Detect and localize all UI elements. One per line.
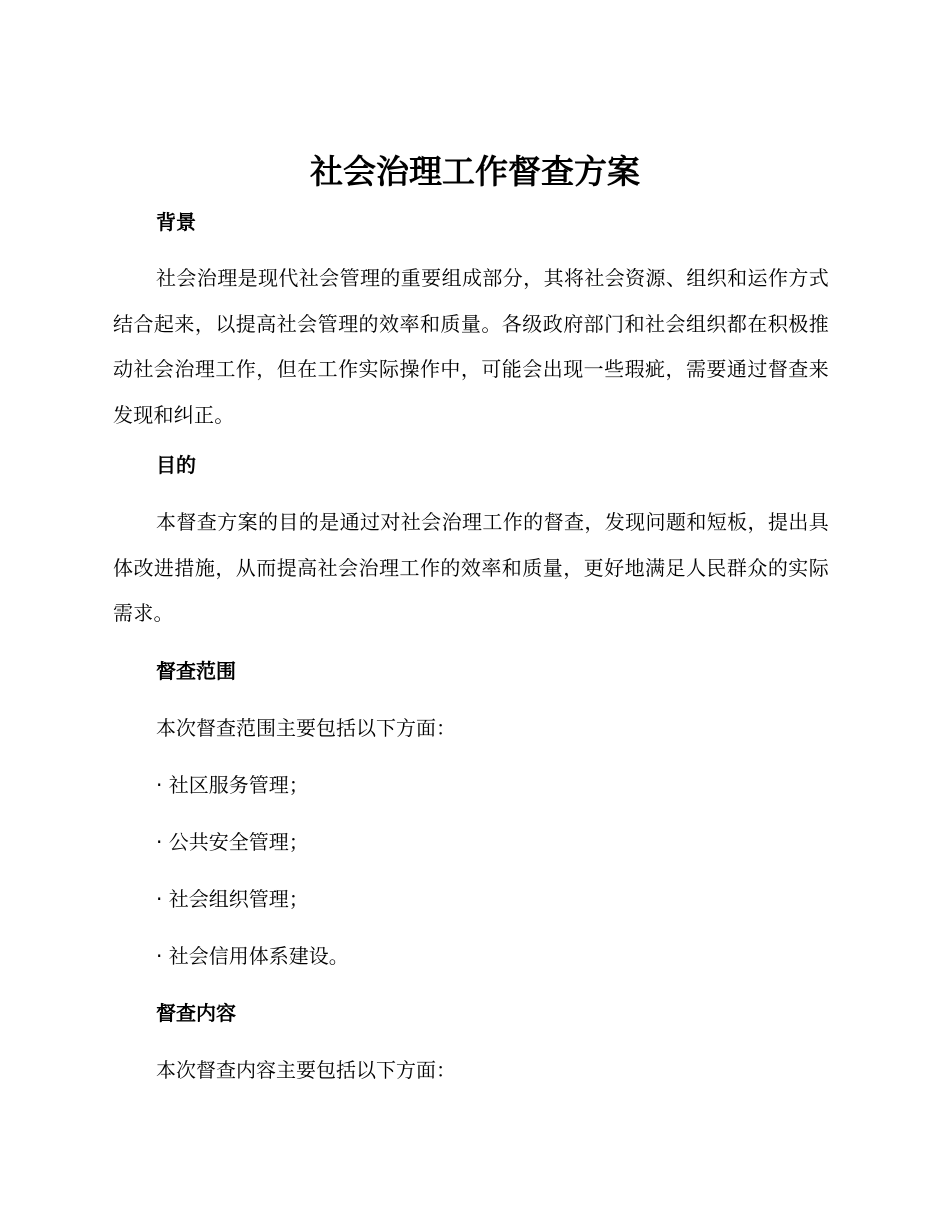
section-heading-purpose: 目的	[156, 453, 196, 477]
scope-list-item: · 公共安全管理；	[156, 829, 309, 854]
section-heading-content: 督查内容	[156, 1000, 236, 1025]
content-intro: 本次督查内容主要包括以下方面：	[156, 1057, 456, 1082]
purpose-paragraph: 本督查方案的目的是通过对社会治理工作的督查，发现问题和短板，提出具体改进措施，从而提高社会治理工作的效率和质量，更好地满足人民群众的实际需求。	[113, 510, 829, 625]
background-paragraph: 社会治理是现代社会管理的重要组成部分，其将社会资源、组织和运作方式结合起来，以提高社会管理的效率和质量。各级政府部门和社会组织都在积极推动社会治理工作，但在工作实际操作中，可能会出现一些瑕疵，需要通过督查来发现和纠正。	[113, 266, 829, 427]
document-title: 社会治理工作督查方案	[310, 152, 640, 191]
document-body	[113, 200, 829, 1085]
section-heading-background: 背景	[156, 210, 196, 234]
scope-intro: 本次督查范围主要包括以下方面：	[156, 715, 456, 740]
scope-list-item: · 社会信用体系建设。	[156, 943, 349, 968]
scope-list-item: · 社会组织管理；	[156, 886, 309, 911]
section-heading-scope: 督查范围	[156, 658, 236, 683]
scope-list-item: · 社区服务管理；	[156, 772, 309, 797]
